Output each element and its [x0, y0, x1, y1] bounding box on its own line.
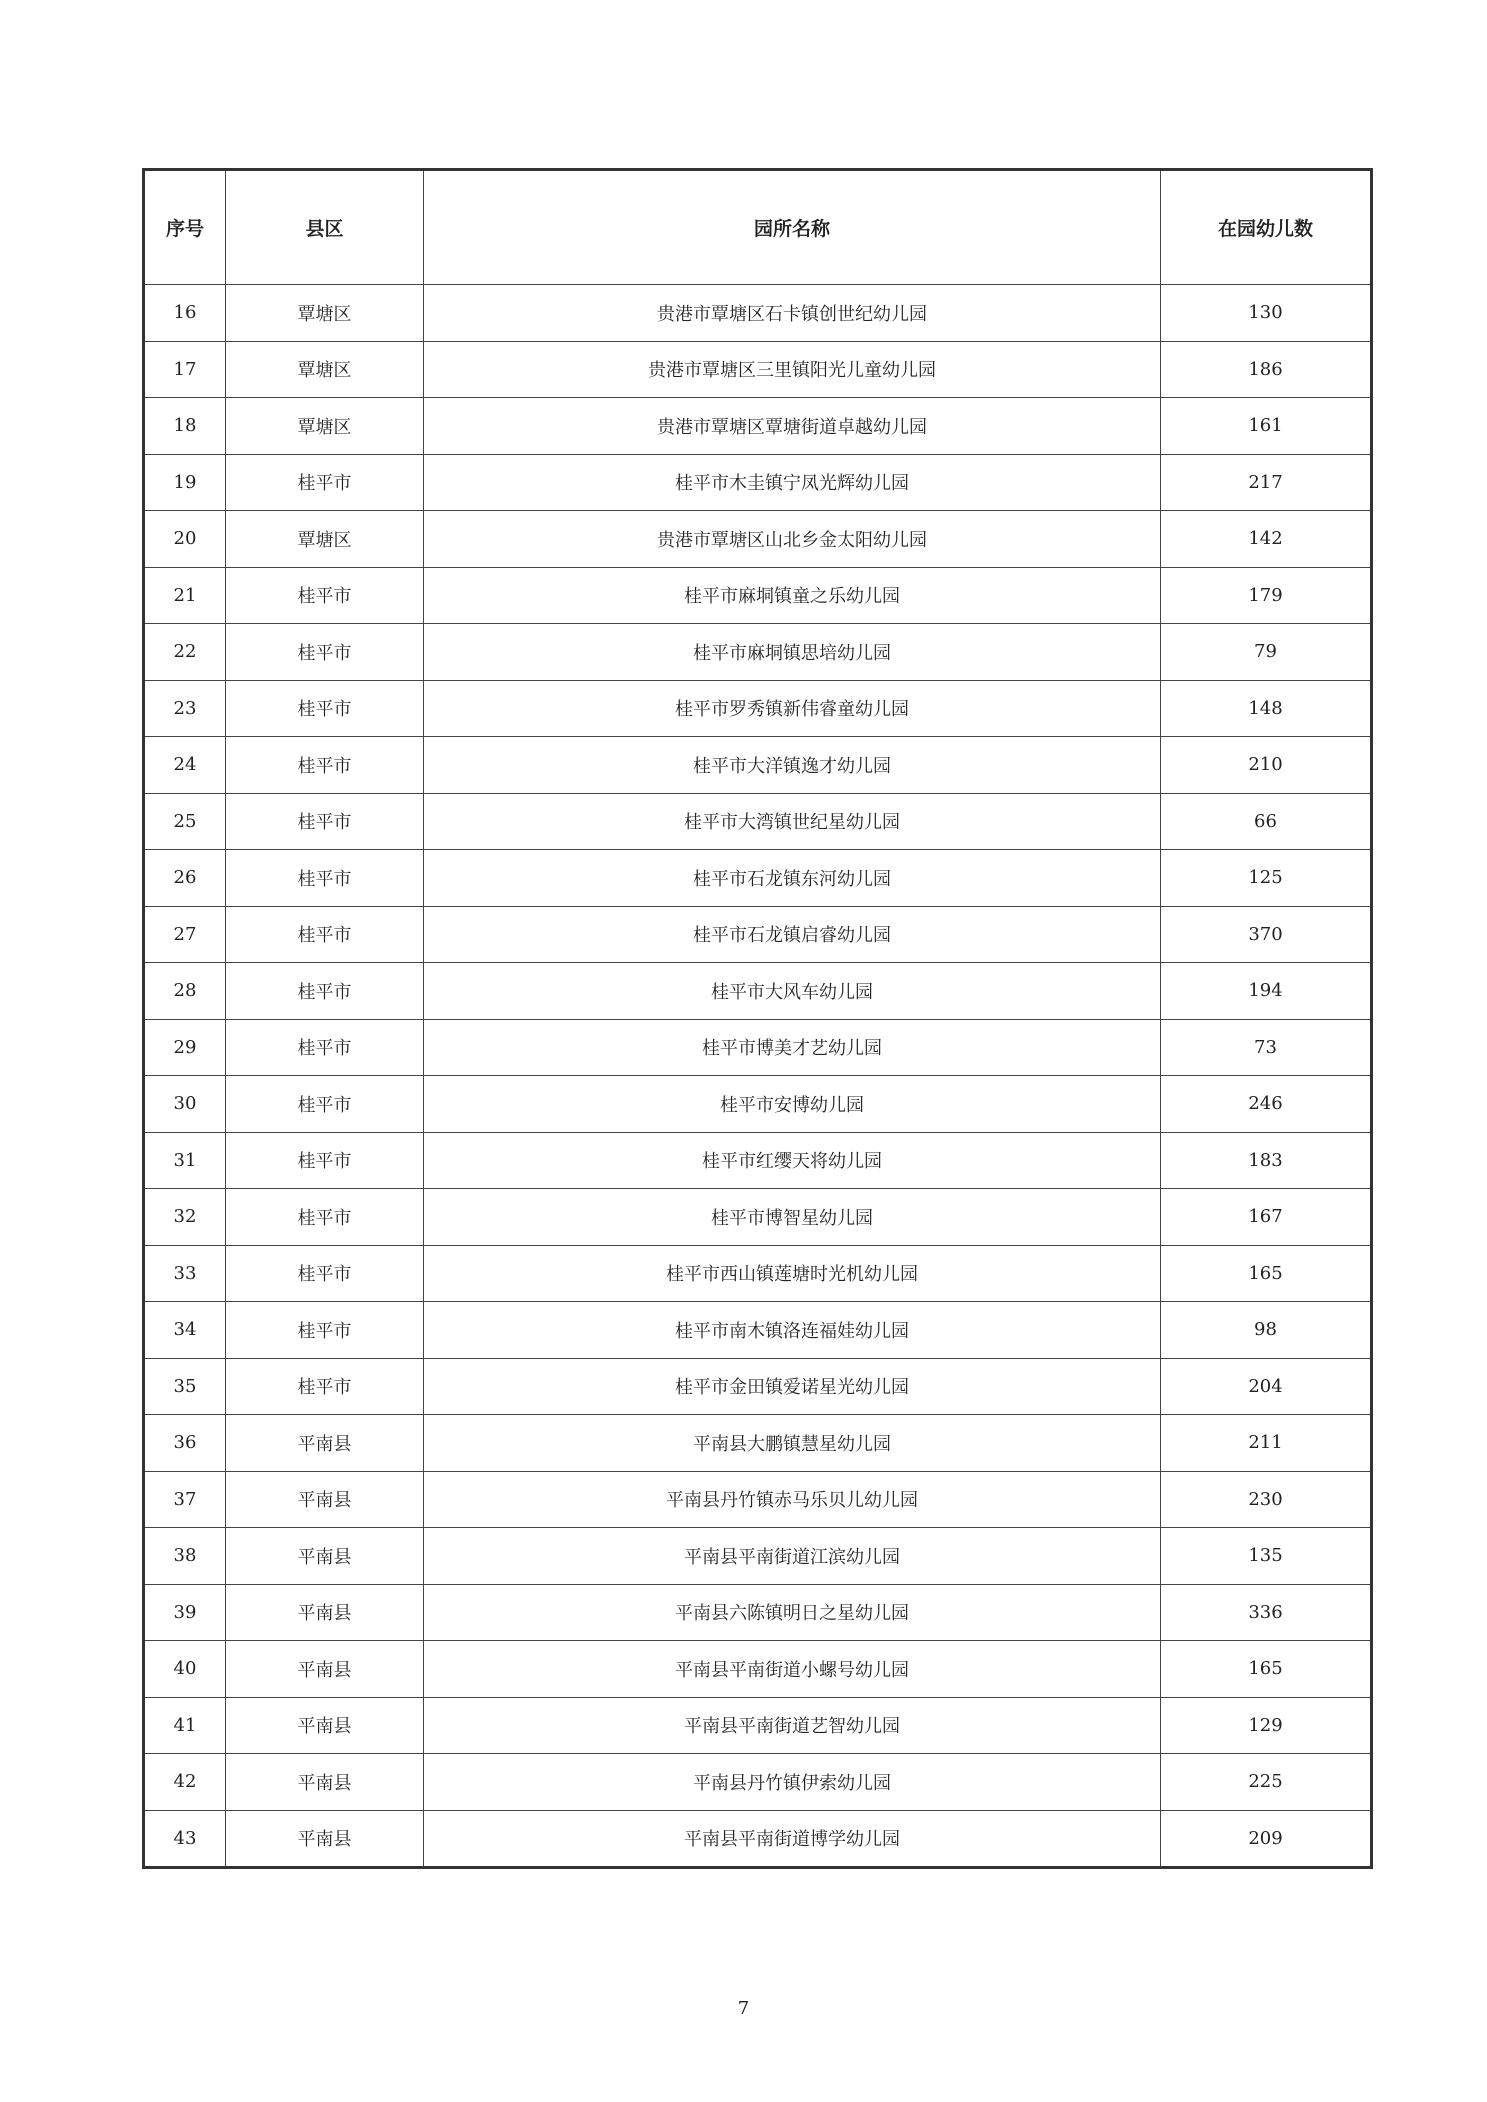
- cell-index: 33: [144, 1245, 226, 1302]
- cell-district: 平南县: [226, 1641, 424, 1698]
- cell-kindergarten-name: 平南县大鹏镇慧星幼儿园: [424, 1415, 1161, 1472]
- cell-index: 23: [144, 680, 226, 737]
- cell-enrollment: 211: [1161, 1415, 1372, 1472]
- cell-index: 28: [144, 963, 226, 1020]
- cell-enrollment: 194: [1161, 963, 1372, 1020]
- cell-kindergarten-name: 桂平市石龙镇启睿幼儿园: [424, 906, 1161, 963]
- cell-kindergarten-name: 桂平市罗秀镇新伟睿童幼儿园: [424, 680, 1161, 737]
- cell-district: 桂平市: [226, 1302, 424, 1359]
- table-row: [144, 1189, 1372, 1246]
- table-row: [144, 454, 1372, 511]
- cell-enrollment: 230: [1161, 1471, 1372, 1528]
- cell-enrollment: 129: [1161, 1697, 1372, 1754]
- header-kindergarten-name: 园所名称: [424, 170, 1161, 285]
- table-row: [144, 1754, 1372, 1811]
- cell-enrollment: 210: [1161, 737, 1372, 794]
- cell-enrollment: 167: [1161, 1189, 1372, 1246]
- cell-kindergarten-name: 桂平市木圭镇宁凤光辉幼儿园: [424, 454, 1161, 511]
- cell-enrollment: 165: [1161, 1245, 1372, 1302]
- cell-kindergarten-name: 平南县平南街道江滨幼儿园: [424, 1528, 1161, 1585]
- cell-district: 桂平市: [226, 1019, 424, 1076]
- cell-kindergarten-name: 平南县六陈镇明日之星幼儿园: [424, 1584, 1161, 1641]
- cell-kindergarten-name: 平南县丹竹镇伊索幼儿园: [424, 1754, 1161, 1811]
- cell-kindergarten-name: 桂平市大风车幼儿园: [424, 963, 1161, 1020]
- cell-kindergarten-name: 桂平市南木镇洛连福娃幼儿园: [424, 1302, 1161, 1359]
- cell-district: 平南县: [226, 1415, 424, 1472]
- cell-enrollment: 225: [1161, 1754, 1372, 1811]
- table-row: [144, 567, 1372, 624]
- table-row: [144, 1584, 1372, 1641]
- cell-district: 桂平市: [226, 454, 424, 511]
- cell-district: 平南县: [226, 1810, 424, 1868]
- cell-enrollment: 217: [1161, 454, 1372, 511]
- table-row: [144, 737, 1372, 794]
- cell-index: 18: [144, 398, 226, 455]
- cell-district: 平南县: [226, 1528, 424, 1585]
- cell-district: 桂平市: [226, 850, 424, 907]
- table-body: [144, 285, 1372, 1868]
- cell-district: 桂平市: [226, 1358, 424, 1415]
- cell-enrollment: 336: [1161, 1584, 1372, 1641]
- cell-kindergarten-name: 贵港市覃塘区山北乡金太阳幼儿园: [424, 511, 1161, 568]
- table-row: [144, 963, 1372, 1020]
- cell-index: 26: [144, 850, 226, 907]
- cell-kindergarten-name: 桂平市金田镇爱诺星光幼儿园: [424, 1358, 1161, 1415]
- cell-kindergarten-name: 桂平市麻垌镇童之乐幼儿园: [424, 567, 1161, 624]
- cell-district: 桂平市: [226, 1076, 424, 1133]
- cell-index: 21: [144, 567, 226, 624]
- cell-district: 平南县: [226, 1471, 424, 1528]
- cell-enrollment: 148: [1161, 680, 1372, 737]
- cell-kindergarten-name: 贵港市覃塘区石卡镇创世纪幼儿园: [424, 285, 1161, 342]
- cell-kindergarten-name: 桂平市安博幼儿园: [424, 1076, 1161, 1133]
- cell-kindergarten-name: 贵港市覃塘区三里镇阳光儿童幼儿园: [424, 341, 1161, 398]
- cell-index: 19: [144, 454, 226, 511]
- cell-index: 42: [144, 1754, 226, 1811]
- table-row: [144, 1415, 1372, 1472]
- table-row: [144, 1302, 1372, 1359]
- cell-enrollment: 130: [1161, 285, 1372, 342]
- cell-district: 覃塘区: [226, 285, 424, 342]
- cell-index: 25: [144, 793, 226, 850]
- cell-district: 桂平市: [226, 793, 424, 850]
- cell-kindergarten-name: 平南县平南街道艺智幼儿园: [424, 1697, 1161, 1754]
- cell-index: 20: [144, 511, 226, 568]
- table-row: [144, 1132, 1372, 1189]
- cell-district: 桂平市: [226, 624, 424, 681]
- cell-enrollment: 165: [1161, 1641, 1372, 1698]
- table-row: [144, 1245, 1372, 1302]
- cell-enrollment: 186: [1161, 341, 1372, 398]
- cell-enrollment: 142: [1161, 511, 1372, 568]
- cell-index: 30: [144, 1076, 226, 1133]
- cell-district: 桂平市: [226, 737, 424, 794]
- header-index: 序号: [144, 170, 226, 285]
- cell-enrollment: 161: [1161, 398, 1372, 455]
- cell-index: 31: [144, 1132, 226, 1189]
- cell-district: 平南县: [226, 1584, 424, 1641]
- cell-district: 桂平市: [226, 1189, 424, 1246]
- cell-index: 40: [144, 1641, 226, 1698]
- cell-kindergarten-name: 桂平市博智星幼儿园: [424, 1189, 1161, 1246]
- cell-index: 22: [144, 624, 226, 681]
- cell-district: 桂平市: [226, 567, 424, 624]
- cell-district: 桂平市: [226, 680, 424, 737]
- cell-index: 34: [144, 1302, 226, 1359]
- cell-district: 平南县: [226, 1754, 424, 1811]
- cell-enrollment: 209: [1161, 1810, 1372, 1868]
- cell-index: 38: [144, 1528, 226, 1585]
- cell-district: 平南县: [226, 1697, 424, 1754]
- table-header-row: [144, 170, 1372, 285]
- cell-index: 16: [144, 285, 226, 342]
- kindergarten-table: [142, 168, 1373, 1869]
- table-row: [144, 793, 1372, 850]
- cell-enrollment: 73: [1161, 1019, 1372, 1076]
- cell-index: 27: [144, 906, 226, 963]
- table-row: [144, 1358, 1372, 1415]
- cell-kindergarten-name: 桂平市麻垌镇思培幼儿园: [424, 624, 1161, 681]
- header-district: 县区: [226, 170, 424, 285]
- cell-kindergarten-name: 桂平市大洋镇逸才幼儿园: [424, 737, 1161, 794]
- cell-kindergarten-name: 贵港市覃塘区覃塘街道卓越幼儿园: [424, 398, 1161, 455]
- table-row: [144, 285, 1372, 342]
- cell-kindergarten-name: 桂平市红缨天将幼儿园: [424, 1132, 1161, 1189]
- cell-district: 桂平市: [226, 1132, 424, 1189]
- cell-enrollment: 98: [1161, 1302, 1372, 1359]
- table-row: [144, 680, 1372, 737]
- cell-kindergarten-name: 平南县平南街道小螺号幼儿园: [424, 1641, 1161, 1698]
- table-row: [144, 1471, 1372, 1528]
- table-row: [144, 1810, 1372, 1868]
- table-row: [144, 341, 1372, 398]
- cell-index: 17: [144, 341, 226, 398]
- cell-kindergarten-name: 平南县平南街道博学幼儿园: [424, 1810, 1161, 1868]
- cell-kindergarten-name: 桂平市西山镇莲塘时光机幼儿园: [424, 1245, 1161, 1302]
- cell-index: 41: [144, 1697, 226, 1754]
- cell-enrollment: 125: [1161, 850, 1372, 907]
- cell-index: 35: [144, 1358, 226, 1415]
- table-row: [144, 1019, 1372, 1076]
- cell-district: 覃塘区: [226, 341, 424, 398]
- cell-enrollment: 79: [1161, 624, 1372, 681]
- table-row: [144, 511, 1372, 568]
- cell-kindergarten-name: 桂平市石龙镇东河幼儿园: [424, 850, 1161, 907]
- cell-kindergarten-name: 桂平市大湾镇世纪星幼儿园: [424, 793, 1161, 850]
- cell-index: 32: [144, 1189, 226, 1246]
- table-row: [144, 1528, 1372, 1585]
- header-enrollment: 在园幼儿数: [1161, 170, 1372, 285]
- cell-enrollment: 66: [1161, 793, 1372, 850]
- cell-kindergarten-name: 平南县丹竹镇赤马乐贝儿幼儿园: [424, 1471, 1161, 1528]
- cell-index: 43: [144, 1810, 226, 1868]
- cell-district: 桂平市: [226, 963, 424, 1020]
- page-number: 7: [737, 1998, 750, 2019]
- cell-enrollment: 246: [1161, 1076, 1372, 1133]
- cell-index: 24: [144, 737, 226, 794]
- table-row: [144, 1641, 1372, 1698]
- cell-enrollment: 370: [1161, 906, 1372, 963]
- cell-enrollment: 183: [1161, 1132, 1372, 1189]
- cell-district: 桂平市: [226, 906, 424, 963]
- cell-enrollment: 135: [1161, 1528, 1372, 1585]
- cell-index: 29: [144, 1019, 226, 1076]
- cell-kindergarten-name: 桂平市博美才艺幼儿园: [424, 1019, 1161, 1076]
- cell-index: 39: [144, 1584, 226, 1641]
- table-row: [144, 850, 1372, 907]
- table-row: [144, 624, 1372, 681]
- cell-enrollment: 179: [1161, 567, 1372, 624]
- cell-index: 37: [144, 1471, 226, 1528]
- table-row: [144, 906, 1372, 963]
- cell-district: 覃塘区: [226, 511, 424, 568]
- cell-district: 覃塘区: [226, 398, 424, 455]
- cell-district: 桂平市: [226, 1245, 424, 1302]
- table-row: [144, 1697, 1372, 1754]
- cell-enrollment: 204: [1161, 1358, 1372, 1415]
- table-row: [144, 1076, 1372, 1133]
- table-row: [144, 398, 1372, 455]
- cell-index: 36: [144, 1415, 226, 1472]
